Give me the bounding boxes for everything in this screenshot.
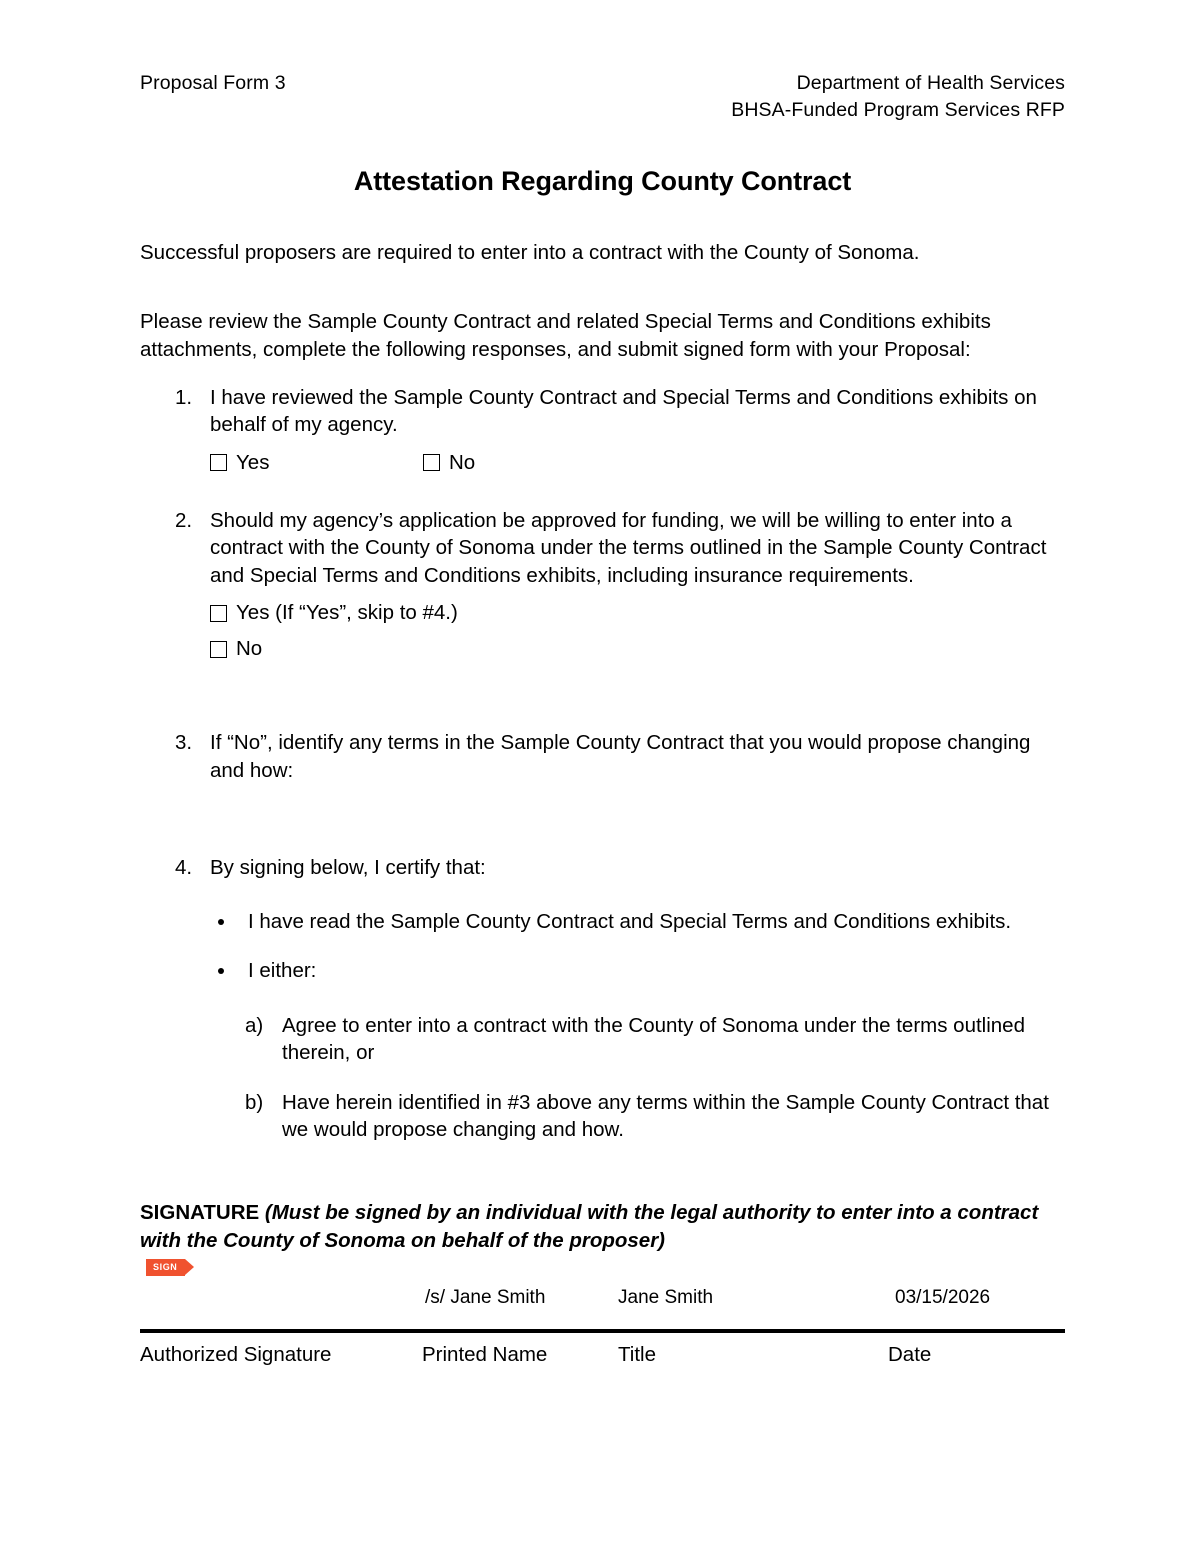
bullet-item-1 bbox=[140, 908, 1050, 936]
document-header bbox=[140, 0, 1065, 130]
checkbox-icon[interactable] bbox=[423, 454, 440, 471]
alpha-sub-list bbox=[140, 1012, 1065, 1144]
item-1-no-label: No bbox=[449, 450, 476, 474]
item-1-yes-label: Yes bbox=[236, 450, 270, 474]
item-1-checkbox-row bbox=[140, 450, 1065, 481]
list-item-3-marker: 3. bbox=[175, 731, 193, 754]
list-item-2 bbox=[140, 507, 1050, 590]
header-program: BHSA-Funded Program Services RFP bbox=[731, 99, 1065, 121]
header-form-number: Proposal Form 3 bbox=[140, 72, 286, 94]
signature-section bbox=[140, 1199, 1065, 1377]
certification-bullet-list bbox=[140, 908, 1065, 985]
list-item-2-text: Should my agency’s application be approved for funding, we will be willing to enter into a contract with the County of Sonoma under the terms outlined in the Sample County Contract and Special Terms and Conditions exhibits, including insurance requirements. bbox=[210, 508, 1047, 587]
checkbox-icon[interactable] bbox=[210, 605, 227, 622]
page-title: Attestation Regarding County Contract bbox=[353, 166, 852, 196]
item-1-no-option[interactable] bbox=[423, 450, 476, 474]
sign-flag-wrapper bbox=[140, 1259, 1065, 1277]
intro-paragraph-1: Successful proposers are required to enter into a contract with the County of Sonoma. bbox=[140, 241, 920, 264]
checkbox-icon[interactable] bbox=[210, 454, 227, 471]
sign-here-flag-icon[interactable]: SIGN bbox=[146, 1259, 185, 1276]
bullet-dot-icon bbox=[218, 919, 224, 925]
printed-name-label: Printed Name bbox=[422, 1342, 548, 1366]
list-item-4-marker: 4. bbox=[175, 856, 193, 879]
signature-heading bbox=[140, 1199, 1070, 1255]
item-2-checkbox-row-no bbox=[140, 639, 1065, 667]
alpha-item-a-text: Agree to enter into a contract with the County of Sonoma under the terms outlined therein, or bbox=[282, 1013, 1025, 1064]
date-value[interactable]: 03/15/2026 bbox=[895, 1286, 991, 1308]
authorized-signature-label: Authorized Signature bbox=[140, 1342, 332, 1366]
printed-name-value[interactable]: Jane Smith bbox=[618, 1286, 714, 1308]
list-item-2-marker: 2. bbox=[175, 508, 193, 532]
bullet-item-2 bbox=[140, 957, 1050, 985]
list-item-3 bbox=[140, 729, 1050, 784]
item-2-yes-option[interactable] bbox=[210, 603, 458, 623]
item-2-no-label: No bbox=[236, 637, 263, 660]
alpha-item-b-text: Have herein identified in #3 above any terms within the Sample County Contract that we would propose changing and how. bbox=[282, 1090, 1049, 1141]
list-item-1 bbox=[140, 384, 1050, 439]
document-content bbox=[140, 0, 1065, 1377]
alpha-item-b bbox=[140, 1089, 1070, 1144]
header-department: Department of Health Services bbox=[796, 72, 1065, 94]
bullet-item-1-text: I have read the Sample County Contract and Special Terms and Conditions exhibits. bbox=[248, 909, 1012, 933]
item-2-checkbox-row-yes bbox=[140, 603, 1065, 631]
item-2-no-option[interactable] bbox=[210, 639, 262, 659]
alpha-item-b-marker: b) bbox=[245, 1090, 264, 1114]
list-item-3-text: If “No”, identify any terms in the Sample County Contract that you would propose changing and how: bbox=[210, 731, 1031, 782]
numbered-list bbox=[140, 384, 1065, 1144]
alpha-item-a bbox=[140, 1012, 1070, 1067]
header-agency-block bbox=[731, 70, 1065, 124]
checkbox-icon[interactable] bbox=[210, 641, 227, 658]
authorized-signature-value[interactable]: /s/ Jane Smith bbox=[425, 1286, 546, 1308]
alpha-item-a-marker: a) bbox=[245, 1013, 264, 1037]
signature-heading-parenthetical: (Must be signed by an individual with the legal authority to enter into a contract with the County of Sonoma on behalf of the proposer) bbox=[140, 1200, 1039, 1252]
list-item-4 bbox=[140, 854, 1050, 882]
title-label: Title bbox=[618, 1342, 656, 1366]
signature-labels-row bbox=[140, 1343, 1065, 1377]
list-item-1-text: I have reviewed the Sample County Contract and Special Terms and Conditions exhibits on behalf of my agency. bbox=[210, 385, 1037, 436]
signature-heading-word: SIGNATURE bbox=[140, 1200, 265, 1224]
date-label: Date bbox=[888, 1342, 932, 1366]
signature-values-row bbox=[140, 1287, 1065, 1321]
item-1-yes-option[interactable] bbox=[210, 450, 270, 474]
list-item-4-text: By signing below, I certify that: bbox=[210, 856, 486, 879]
item-2-yes-label: Yes (If “Yes”, skip to #4.) bbox=[236, 601, 458, 624]
intro-paragraph-2: Please review the Sample County Contract and related Special Terms and Conditions exhibits attachments, complete the following responses, and submit signed form with your Proposal: bbox=[140, 310, 991, 361]
signature-rule-divider bbox=[140, 1329, 1065, 1333]
bullet-dot-icon bbox=[218, 968, 224, 974]
list-item-1-marker: 1. bbox=[175, 385, 193, 409]
bullet-item-2-text: I either: bbox=[248, 959, 317, 982]
